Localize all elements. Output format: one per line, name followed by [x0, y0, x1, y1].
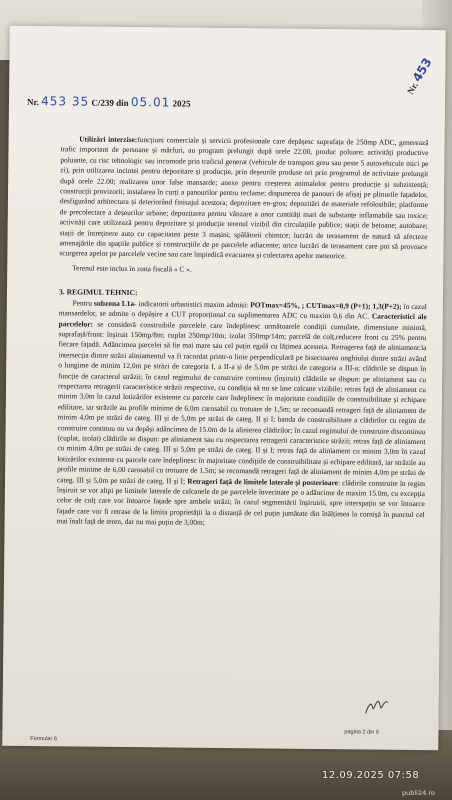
document-body: [57, 134, 429, 530]
technical-regime-paragraph: [57, 298, 427, 531]
p1-intro: Pentru: [72, 298, 94, 308]
lateral-setbacks-text: : clădirile construite în regim înșiruit se vor alipi pe limitele laterale de calcanele de pe parcelele învecinate pe o adâncime de maxim 15.0m, cu excepția celor de colț care vor întoarce fațade spre ambele străzi; în cazul segmentării înșiruirii, spre interspațiu se vor întoarce fațade care vor fi retrase de la limita proprietății la o distanță de cel puțin jumătate din înălțimea la cornișă în punctul cel mai înalt față de teren, dar nu mai puțin de 3,00m;: [56, 477, 426, 528]
nr-handwritten: 453 35: [41, 94, 90, 109]
watermark-dot: .: [426, 789, 429, 797]
watermark-name: publi24: [402, 789, 427, 797]
corner-note-prefix: Nr.: [405, 80, 420, 96]
document-page: [2, 26, 446, 751]
photo-timestamp: 12.09.2025 07:58: [322, 770, 420, 781]
uses-forbidden-label: Utilizări interzise:: [79, 134, 138, 145]
uses-forbidden-paragraph: [59, 134, 428, 263]
uses-forbidden-text: funcțiuni comerciale și servicii profesionale care depășesc suprafața de 250mp ADC, generează trafic important de persoane și mărfuri, au program prelungit după orele 22.00, produc poluare; activități productive poluante, cu risc tehnologic sau incomode prin traficul generat (vehicule de transport greu sau peste 5 autovehicule mici pe zi), prin utilizarea incintei pentru depozitare și producție, prin deșeurile produse ori prin programul de activitate prelungit după orele 22.00; realizarea unor false mansarde; anexe pentru creșterea animalelor pentru producție și subzistență; construcții provizorii; instalarea în curți a panourilor pentru reclame; dispunerea de panouri de afișaj pe plinurile fațadelor, desfigurând arhitectura și deteriorând finisajul acestora; depozitare en-gros; depozitări de materiale refolosibile; platforme de precolectare a deșeurilor urbane; depozitarea pentru vânzare a unor cantități mari de substanțe inflamabile sau toxice; activități care utilizează pentru depozitare și producție terenul vizibil din circulațiile publice; stații de betoane; autobaze; stații de întreținere auto cu capacitatea peste 3 mașini; spălătorii chimice; lucrări de terasament de natură să afecteze amenajările din spațiile publice și construcțiile de pe parcelele adiacente; orice lucrări de terasament care pot să provoace scurgerea apelor pe parcelele vecine sau care împiedică evacuarea și colectarea apelor meteorice.: [59, 135, 429, 261]
parcel-characteristics-label: Caracteristici ale parcelelor:: [58, 311, 427, 329]
pot-cut-values: POTmax=45%, ; CUTmax=0,9 (P+1); 1,3(P+2);: [250, 299, 402, 311]
parcel-characteristics-text: se consideră construibile parcelele care îndeplinesc următoarele condiții cumulate, dimensiune minimă, suprafață/front: înșiruit 150mp/8m; cuplat 250mp/10m; izolat 350mp/14m; parcelă de colț,reducere front cu 25% pentru fiecare fațadă. Adâncimea parcelei să fie mai mare sau cel puțin egală cu lățimea acesteia. Retragerea față de aliniament:la intersecția dintre străzi aliniamentul va fi racordat printr-o linie perpendiculară pe bisectoarea unghiului dintre străzi având o lungime de minim 12,0m pe străzi de categoria I, a II-a și de 5.0m pe străzi de categoria a III-a; clădirile se dispun în funcție de caracterul străzii; în cazul regimului de construire continuu (înșiruit) clădirile se dispun: pe aliniament sau cu respectarea retragerii caracteristice străzii respective, cu condiția să nu se lase calcane vizibile; retras față de aliniament cu minim 3,0m în cazul lotizărilor existente cu parcele care îndeplinesc în majoritate condițiile de construibilitate și echipare edilitare, iar străzile au profile minime de 6,0m carosabil cu trotuare de 1,5m; se recomandă retrageri față de aliniament de minim 4,0m pe străzi de categ. III și de 5,0m pe străzi de categ. II și I; banda de construibilitate a clădirilor cu regim de construire continuu nu va depăși adâncimea de 15.0m de la alinierea clădirilor; în cazul regimului de construire discontinuu (cuplat, izolat) clădirile se dispun: pe aliniament sau cu respectarea retragerii caracteristice străzii; retras față de aliniament cu minim 4,0m pe străzi de categ. III și 5,0m pe străzi de categ. II și I; retras față de aliniament cu minim 3,0m în cazul lotizărilor existente cu parcele care îndeplinesc în majoritate condițiile de construibilitate și echipare edilitară, iar străzile au profile minime de 6,00 carosabil cu trotuare de 1,5m; se recomandă retrageri față de aliniament de minim 4,0m pe străzi de categ. III și 5,0m pe străzi de categ. II și I;: [56, 319, 427, 486]
terrain-fiscal-zone: [59, 263, 427, 277]
corner-note-handwritten: 453: [409, 55, 435, 85]
date-year: 2025: [172, 98, 191, 109]
site-watermark: [402, 789, 435, 797]
registration-line: [27, 94, 191, 110]
nr-prefix: Nr.: [26, 96, 39, 108]
p1-mansard-text: în cazul mansardelor, se admite o depășire a CUT proporțional cu suplimentarea ADC cu maxim 0,6 din AC.: [58, 301, 427, 321]
signature-mark: [363, 695, 391, 719]
section-title: 3. REGIMUL TEHNIC:: [58, 287, 138, 298]
footer-form-label: Formular 6: [30, 735, 57, 743]
lateral-setbacks-label: Retrageri față de limitele laterale și posterioare: [187, 476, 339, 487]
watermark-tld: ro: [428, 789, 435, 797]
subzone-name: subzona L1a: [93, 298, 135, 308]
nr-suffix: C/239 din: [91, 97, 129, 108]
terrain-text: Terenul este inclus în zona fiscală « C ».: [72, 263, 192, 274]
p1-indicators-lead: - indicatorii urbanistici maxim admiși:: [134, 298, 251, 309]
date-handwritten: 05.01: [130, 95, 171, 110]
corner-registration-note: [403, 50, 438, 97]
footer-page-number: pagina 2 din 6: [344, 729, 379, 736]
